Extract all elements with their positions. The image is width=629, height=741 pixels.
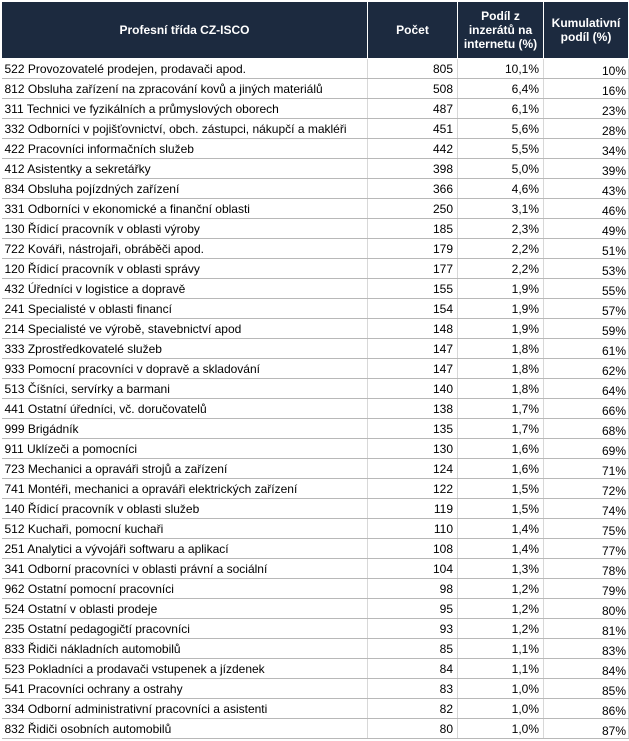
- table-row: [2, 659, 629, 679]
- count-cell: 108: [368, 539, 458, 559]
- occupation-cell: 333 Zprostředkovatelé služeb: [2, 339, 368, 359]
- share-cell: 5,6%: [458, 119, 544, 139]
- table-row: [2, 499, 629, 519]
- share-cell: 1,6%: [458, 439, 544, 459]
- occupation-cell: 524 Ostatní v oblasti prodeje: [2, 599, 368, 619]
- cumulative-cell: 77%: [544, 539, 629, 559]
- count-cell: 508: [368, 79, 458, 99]
- count-cell: 148: [368, 319, 458, 339]
- table-row: [2, 679, 629, 699]
- cumulative-cell: 10%: [544, 59, 629, 79]
- occupation-cell: 214 Specialisté ve výrobě, stavebnictví apod: [2, 319, 368, 339]
- occupation-cell: 513 Číšníci, servírky a barmani: [2, 379, 368, 399]
- occupation-cell: 832 Řidiči osobních automobilů: [2, 719, 368, 739]
- share-cell: 1,7%: [458, 419, 544, 439]
- header-row: [2, 2, 629, 59]
- cumulative-cell: 66%: [544, 399, 629, 419]
- occupation-cell: 130 Řídicí pracovník v oblasti výroby: [2, 219, 368, 239]
- cumulative-cell: 61%: [544, 339, 629, 359]
- cumulative-cell: 49%: [544, 219, 629, 239]
- count-cell: 487: [368, 99, 458, 119]
- occupation-cell: 422 Pracovníci informačních služeb: [2, 139, 368, 159]
- count-cell: 124: [368, 459, 458, 479]
- header-share: Podíl z inzerátů na internetu (%): [458, 2, 544, 59]
- count-cell: 135: [368, 419, 458, 439]
- table-row: [2, 279, 629, 299]
- count-cell: 398: [368, 159, 458, 179]
- occupation-cell: 911 Uklízeči a pomocníci: [2, 439, 368, 459]
- occupation-cell: 140 Řídicí pracovník v oblasti služeb: [2, 499, 368, 519]
- share-cell: 1,2%: [458, 599, 544, 619]
- table-row: [2, 439, 629, 459]
- table-row: [2, 179, 629, 199]
- occupation-table: [1, 1, 629, 739]
- occupation-cell: 412 Asistentky a sekretářky: [2, 159, 368, 179]
- count-cell: 805: [368, 59, 458, 79]
- occupation-cell: 962 Ostatní pomocní pracovníci: [2, 579, 368, 599]
- table-row: [2, 199, 629, 219]
- table-row: [2, 599, 629, 619]
- count-cell: 451: [368, 119, 458, 139]
- share-cell: 2,3%: [458, 219, 544, 239]
- share-cell: 1,2%: [458, 619, 544, 639]
- table-row: [2, 159, 629, 179]
- table-row: [2, 79, 629, 99]
- count-cell: 82: [368, 699, 458, 719]
- occupation-cell: 999 Brigádník: [2, 419, 368, 439]
- cumulative-cell: 43%: [544, 179, 629, 199]
- share-cell: 1,5%: [458, 499, 544, 519]
- cumulative-cell: 64%: [544, 379, 629, 399]
- count-cell: 110: [368, 519, 458, 539]
- table-row: [2, 719, 629, 739]
- occupation-cell: 441 Ostatní úředníci, vč. doručovatelů: [2, 399, 368, 419]
- header-occupation: Profesní třída CZ-ISCO: [2, 2, 368, 59]
- occupation-cell: 251 Analytici a vývojáři softwaru a aplikací: [2, 539, 368, 559]
- table-row: [2, 259, 629, 279]
- table-row: [2, 339, 629, 359]
- table-row: [2, 619, 629, 639]
- share-cell: 2,2%: [458, 259, 544, 279]
- share-cell: 10,1%: [458, 59, 544, 79]
- occupation-cell: 331 Odborníci v ekonomické a finanční oblasti: [2, 199, 368, 219]
- cumulative-cell: 34%: [544, 139, 629, 159]
- table-row: [2, 399, 629, 419]
- share-cell: 1,4%: [458, 519, 544, 539]
- occupation-cell: 723 Mechanici a opraváři strojů a zařízení: [2, 459, 368, 479]
- cumulative-cell: 39%: [544, 159, 629, 179]
- occupation-cell: 522 Provozovatelé prodejen, prodavači apod.: [2, 59, 368, 79]
- share-cell: 1,8%: [458, 339, 544, 359]
- occupation-cell: 332 Odborníci v pojišťovnictví, obch. zástupci, nákupčí a makléři: [2, 119, 368, 139]
- table-row: [2, 219, 629, 239]
- share-cell: 1,3%: [458, 559, 544, 579]
- cumulative-cell: 68%: [544, 419, 629, 439]
- occupation-cell: 541 Pracovníci ochrany a ostrahy: [2, 679, 368, 699]
- table-body: [2, 59, 629, 739]
- occupation-cell: 341 Odborní pracovníci v oblasti právní a sociální: [2, 559, 368, 579]
- occupation-cell: 741 Montéři, mechanici a opraváři elektrických zařízení: [2, 479, 368, 499]
- count-cell: 85: [368, 639, 458, 659]
- count-cell: 83: [368, 679, 458, 699]
- table-row: [2, 379, 629, 399]
- header-count: Počet: [368, 2, 458, 59]
- share-cell: 2,2%: [458, 239, 544, 259]
- count-cell: 95: [368, 599, 458, 619]
- table-row: [2, 699, 629, 719]
- cumulative-cell: 16%: [544, 79, 629, 99]
- cumulative-cell: 79%: [544, 579, 629, 599]
- share-cell: 1,9%: [458, 319, 544, 339]
- count-cell: 147: [368, 339, 458, 359]
- cumulative-cell: 78%: [544, 559, 629, 579]
- count-cell: 119: [368, 499, 458, 519]
- share-cell: 5,0%: [458, 159, 544, 179]
- count-cell: 154: [368, 299, 458, 319]
- cumulative-cell: 75%: [544, 519, 629, 539]
- occupation-cell: 120 Řídicí pracovník v oblasti správy: [2, 259, 368, 279]
- cumulative-cell: 46%: [544, 199, 629, 219]
- occupation-cell: 432 Úředníci v logistice a dopravě: [2, 279, 368, 299]
- occupation-cell: 834 Obsluha pojízdných zařízení: [2, 179, 368, 199]
- table-header: [2, 2, 629, 59]
- occupation-cell: 311 Technici ve fyzikálních a průmyslových oborech: [2, 99, 368, 119]
- share-cell: 1,9%: [458, 299, 544, 319]
- count-cell: 185: [368, 219, 458, 239]
- share-cell: 1,6%: [458, 459, 544, 479]
- share-cell: 5,5%: [458, 139, 544, 159]
- count-cell: 122: [368, 479, 458, 499]
- count-cell: 138: [368, 399, 458, 419]
- count-cell: 147: [368, 359, 458, 379]
- count-cell: 177: [368, 259, 458, 279]
- table-row: [2, 139, 629, 159]
- share-cell: 1,5%: [458, 479, 544, 499]
- share-cell: 1,8%: [458, 359, 544, 379]
- share-cell: 6,4%: [458, 79, 544, 99]
- table-row: [2, 359, 629, 379]
- count-cell: 130: [368, 439, 458, 459]
- occupation-cell: 812 Obsluha zařízení na zpracování kovů a jiných materiálů: [2, 79, 368, 99]
- cumulative-cell: 85%: [544, 679, 629, 699]
- cumulative-cell: 53%: [544, 259, 629, 279]
- cumulative-cell: 86%: [544, 699, 629, 719]
- count-cell: 93: [368, 619, 458, 639]
- table-row: [2, 99, 629, 119]
- cumulative-cell: 28%: [544, 119, 629, 139]
- share-cell: 1,0%: [458, 719, 544, 739]
- count-cell: 98: [368, 579, 458, 599]
- header-cumulative: Kumulativní podíl (%): [544, 2, 629, 59]
- share-cell: 1,0%: [458, 679, 544, 699]
- count-cell: 104: [368, 559, 458, 579]
- table-row: [2, 539, 629, 559]
- table-row: [2, 119, 629, 139]
- cumulative-cell: 51%: [544, 239, 629, 259]
- cumulative-cell: 74%: [544, 499, 629, 519]
- cumulative-cell: 87%: [544, 719, 629, 739]
- count-cell: 442: [368, 139, 458, 159]
- table-row: [2, 579, 629, 599]
- share-cell: 1,4%: [458, 539, 544, 559]
- occupation-cell: 833 Řidiči nákladních automobilů: [2, 639, 368, 659]
- table-row: [2, 479, 629, 499]
- cumulative-cell: 59%: [544, 319, 629, 339]
- count-cell: 155: [368, 279, 458, 299]
- occupation-cell: 241 Specialisté v oblasti financí: [2, 299, 368, 319]
- occupation-cell: 933 Pomocní pracovníci v dopravě a skladování: [2, 359, 368, 379]
- table-row: [2, 459, 629, 479]
- cumulative-cell: 81%: [544, 619, 629, 639]
- count-cell: 366: [368, 179, 458, 199]
- share-cell: 1,8%: [458, 379, 544, 399]
- count-cell: 84: [368, 659, 458, 679]
- cumulative-cell: 72%: [544, 479, 629, 499]
- share-cell: 1,0%: [458, 699, 544, 719]
- share-cell: 1,1%: [458, 639, 544, 659]
- cumulative-cell: 84%: [544, 659, 629, 679]
- table-row: [2, 239, 629, 259]
- share-cell: 1,2%: [458, 579, 544, 599]
- share-cell: 1,9%: [458, 279, 544, 299]
- table-row: [2, 419, 629, 439]
- share-cell: 6,1%: [458, 99, 544, 119]
- cumulative-cell: 23%: [544, 99, 629, 119]
- table-row: [2, 299, 629, 319]
- share-cell: 1,1%: [458, 659, 544, 679]
- count-cell: 140: [368, 379, 458, 399]
- count-cell: 80: [368, 719, 458, 739]
- cumulative-cell: 80%: [544, 599, 629, 619]
- occupation-cell: 512 Kuchaři, pomocní kuchaři: [2, 519, 368, 539]
- share-cell: 1,7%: [458, 399, 544, 419]
- share-cell: 4,6%: [458, 179, 544, 199]
- cumulative-cell: 55%: [544, 279, 629, 299]
- cumulative-cell: 57%: [544, 299, 629, 319]
- count-cell: 250: [368, 199, 458, 219]
- occupation-cell: 523 Pokladníci a prodavači vstupenek a jízdenek: [2, 659, 368, 679]
- table-row: [2, 559, 629, 579]
- cumulative-cell: 83%: [544, 639, 629, 659]
- share-cell: 3,1%: [458, 199, 544, 219]
- table-row: [2, 519, 629, 539]
- occupation-cell: 722 Kováři, nástrojaři, obráběči apod.: [2, 239, 368, 259]
- occupation-cell: 334 Odborní administrativní pracovníci a asistenti: [2, 699, 368, 719]
- cumulative-cell: 71%: [544, 459, 629, 479]
- count-cell: 179: [368, 239, 458, 259]
- table-row: [2, 639, 629, 659]
- cumulative-cell: 69%: [544, 439, 629, 459]
- cumulative-cell: 62%: [544, 359, 629, 379]
- occupation-cell: 235 Ostatní pedagogičtí pracovníci: [2, 619, 368, 639]
- table-row: [2, 59, 629, 79]
- table-row: [2, 319, 629, 339]
